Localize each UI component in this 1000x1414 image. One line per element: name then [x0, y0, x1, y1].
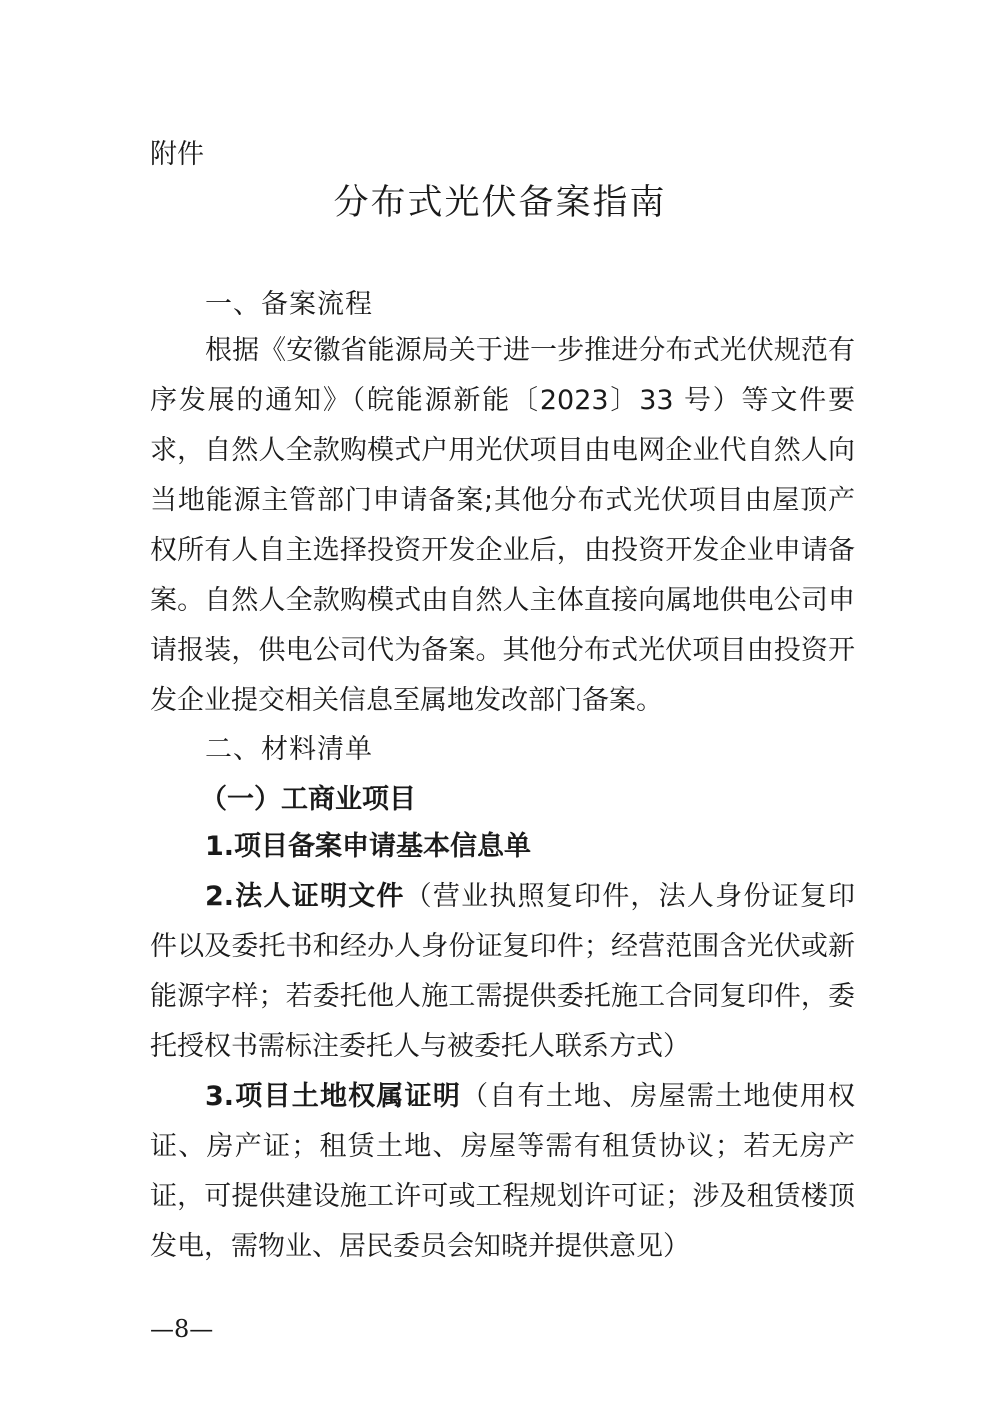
document-title: 分布式光伏备案指南	[333, 183, 667, 223]
item-detail: （自有土地、房屋需土地使用权证、房产证；租赁土地、房屋等需有租赁协议；若无房产证，可提供建设施工许可或工程规划许可证；涉及租赁楼顶发电，需物业、居民委员会知晓并提供意见）	[150, 1081, 856, 1262]
materials-list-item	[150, 822, 855, 872]
item-detail: （营业执照复印件，法人身份证复印件以及委托书和经办人身份证复印件；经营范围含光伏或新能源字样；若委托他人施工需提供委托施工合同复印件，委托授权书需标注委托人与被委托人联系方式）	[150, 881, 856, 1062]
subheading-commercial-projects: （一）工商业项目	[200, 784, 416, 815]
item-lead: 3.项目土地权属证明	[205, 1081, 462, 1112]
section-heading-materials-list: 二、材料清单	[205, 734, 373, 765]
list-item	[150, 822, 855, 872]
materials-list-item	[150, 1072, 855, 1272]
filing-process-paragraph: 根据《安徽省能源局关于进一步推进分布式光伏规范有序发展的通知》（皖能源新能〔2023〕33 号）等文件要求，自然人全款购模式户用光伏项目由电网企业代自然人向当地能源主管部门申请备案;其他分布式光伏项目由屋顶产权所有人自主选择投资开发企业后，由投资开发企业申请备案。自然人全款购模式由自然人主体直接向属地供电公司申请报装，供电公司代为备案。其他分布式光伏项目由投资开发企业提交相关信息至属地发改部门备案。	[150, 335, 855, 716]
item-lead: 1.项目备案申请基本信息单	[205, 831, 532, 862]
materials-list-item	[150, 872, 855, 1072]
item-lead: 2.法人证明文件	[205, 881, 405, 912]
list-item	[150, 872, 855, 1072]
page-number: —8—	[150, 1315, 214, 1343]
section-heading-filing-process: 一、备案流程	[205, 289, 373, 320]
attachment-label: 附件	[150, 139, 204, 170]
list-item	[150, 1072, 855, 1272]
